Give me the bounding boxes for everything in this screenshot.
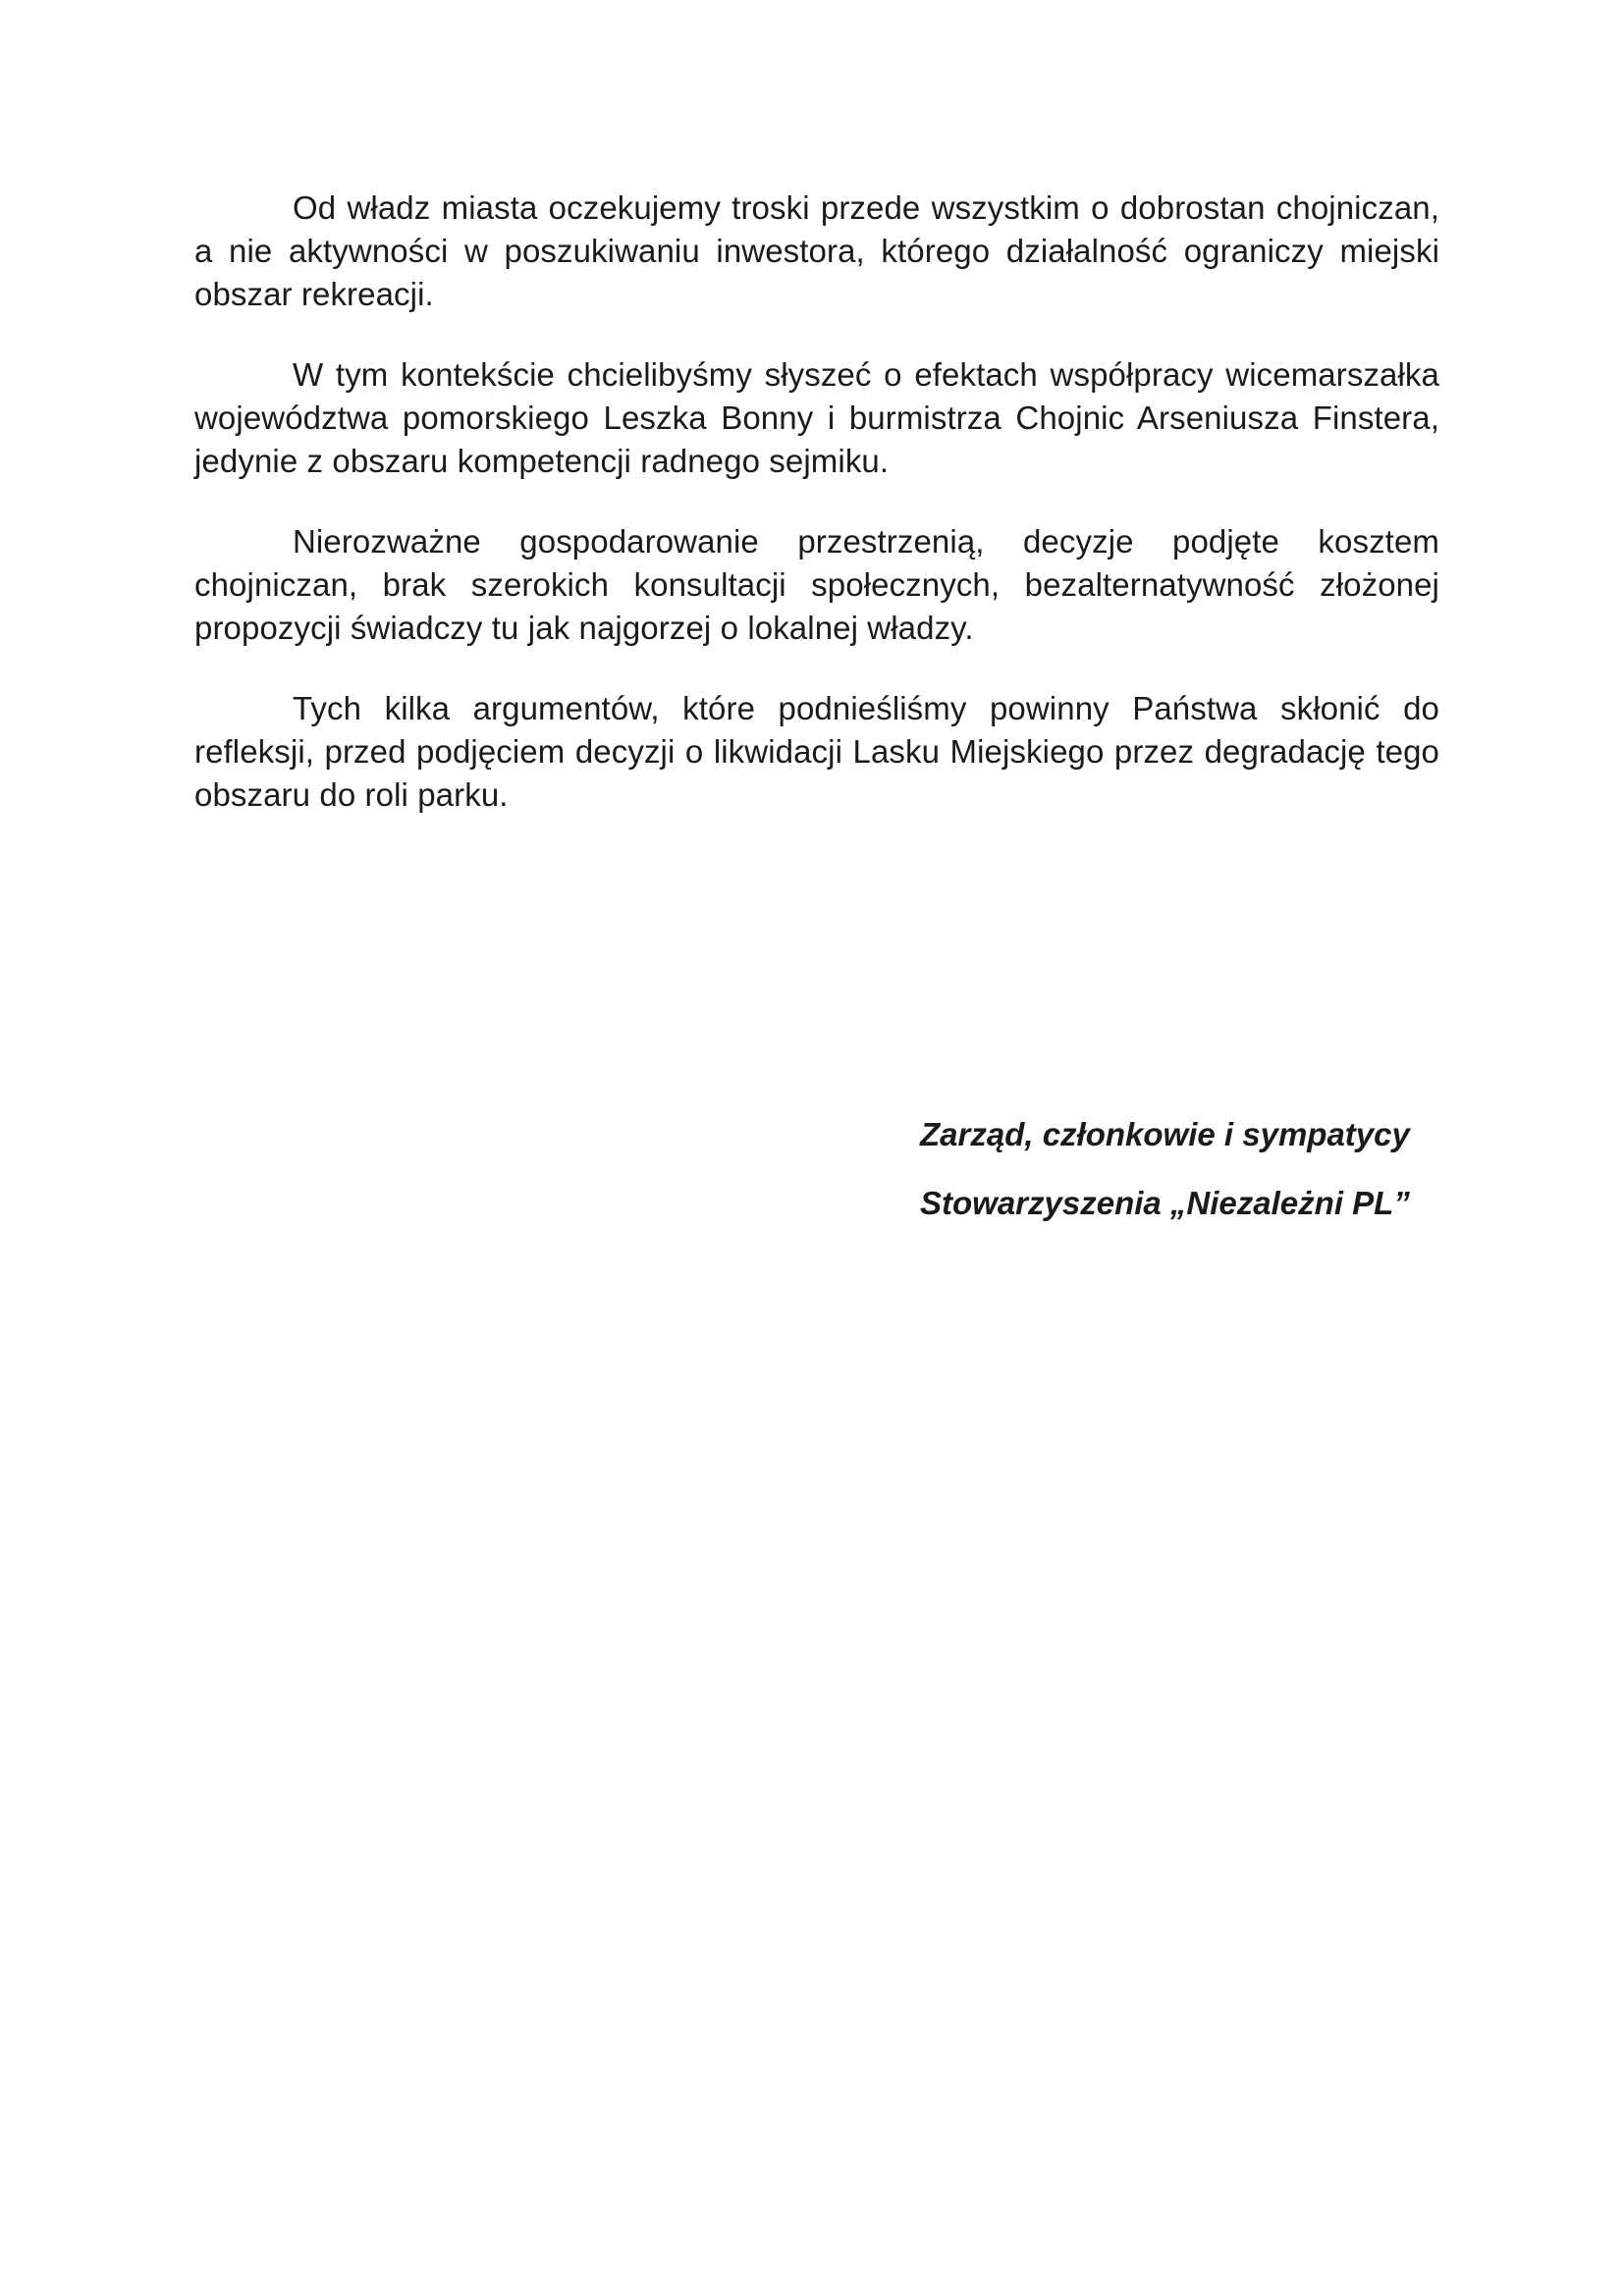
paragraph-4: Tych kilka argumentów, które podnieśliśmy powinny Państwa skłonić do refleksji, przed podjęciem decyzji o likwidacji Lasku Miejskiego przez degradację tego obszaru do roli parku. bbox=[194, 690, 1439, 813]
paragraph-1: Od władz miasta oczekujemy troski przede wszystkim o dobrostan chojniczan, a nie aktywności w poszukiwaniu inwestora, którego działalność ograniczy miejski obszar rekreacji. bbox=[194, 189, 1439, 312]
paragraph-2: W tym kontekście chcielibyśmy słyszeć o efektach współpracy wicemarszałka województwa pomorskiego Leszka Bonny i burmistrza Chojnic Arseniusza Finstera, jedynie z obszaru kompetencji radnego sejmiku. bbox=[194, 356, 1439, 479]
signature-block bbox=[920, 1113, 1410, 1251]
document-body bbox=[194, 187, 1439, 854]
paragraph-3: Nierozważne gospodarowanie przestrzenią, decyzje podjęte kosztem chojniczan, brak szerokich konsultacji społecznych, bezalternatywność złożonej propozycji świadczy tu jak najgorzej o lokalnej władzy. bbox=[194, 523, 1439, 646]
signature-line-2: Stowarzyszenia „Niezależni PL” bbox=[920, 1185, 1410, 1221]
signature-line-1: Zarząd, członkowie i sympatycy bbox=[920, 1116, 1410, 1152]
